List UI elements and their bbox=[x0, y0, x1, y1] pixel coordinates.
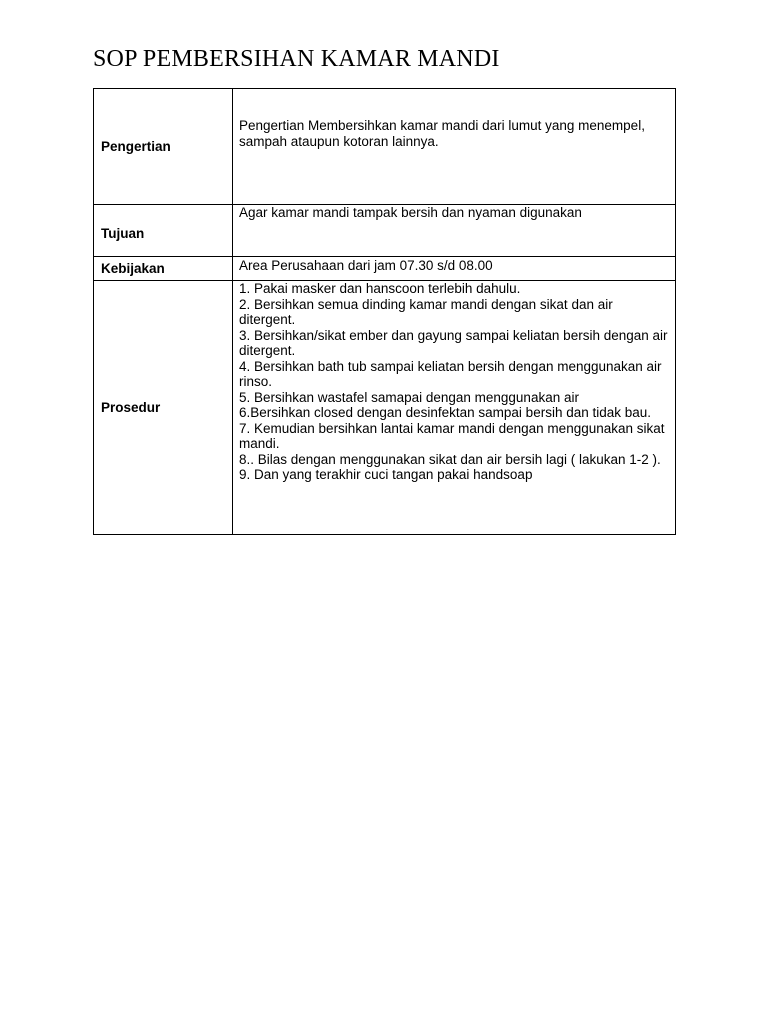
prosedur-step: 5. Bersihkan wastafel samapai dengan menggunakan air bbox=[239, 389, 579, 405]
kebijakan-value: Area Perusahaan dari jam 07.30 s/d 08.00 bbox=[233, 257, 676, 281]
prosedur-step-list bbox=[239, 281, 669, 483]
prosedur-step: 8.. Bilas dengan menggunakan sikat dan air bersih lagi ( lakukan 1-2 ). bbox=[239, 451, 661, 467]
document-title: SOP PEMBERSIHAN KAMAR MANDI bbox=[93, 46, 500, 72]
table-row-prosedur bbox=[94, 281, 676, 535]
table-row-tujuan bbox=[94, 205, 676, 257]
prosedur-step: 7. Kemudian bersihkan lantai kamar mandi dengan menggunakan sikat mandi. bbox=[239, 420, 665, 451]
prosedur-step: 2. Bersihkan semua dinding kamar mandi dengan sikat dan air ditergent. bbox=[239, 296, 613, 327]
pengertian-value: Pengertian Membersihkan kamar mandi dari lumut yang menempel, sampah ataupun kotoran lainnya. bbox=[233, 89, 676, 205]
prosedur-step: 3. Bersihkan/sikat ember dan gayung sampai keliatan bersih dengan air ditergent. bbox=[239, 327, 668, 358]
prosedur-step: 4. Bersihkan bath tub sampai keliatan bersih dengan menggunakan air rinso. bbox=[239, 358, 662, 389]
tujuan-value: Agar kamar mandi tampak bersih dan nyaman digunakan bbox=[233, 205, 676, 257]
table-row-pengertian bbox=[94, 89, 676, 205]
table-row-kebijakan bbox=[94, 257, 676, 281]
prosedur-step: 6.Bersihkan closed dengan desinfektan sampai bersih dan tidak bau. bbox=[239, 405, 652, 420]
tujuan-label: Tujuan bbox=[94, 205, 233, 257]
prosedur-label: Prosedur bbox=[94, 281, 233, 535]
prosedur-step: 9. Dan yang terakhir cuci tangan pakai handsoap bbox=[239, 467, 533, 482]
sop-table bbox=[93, 88, 676, 535]
prosedur-step: 1. Pakai masker dan hanscoon terlebih dahulu. bbox=[239, 281, 521, 296]
kebijakan-label: Kebijakan bbox=[94, 257, 233, 281]
prosedur-value bbox=[233, 281, 676, 535]
pengertian-label: Pengertian bbox=[94, 89, 233, 205]
